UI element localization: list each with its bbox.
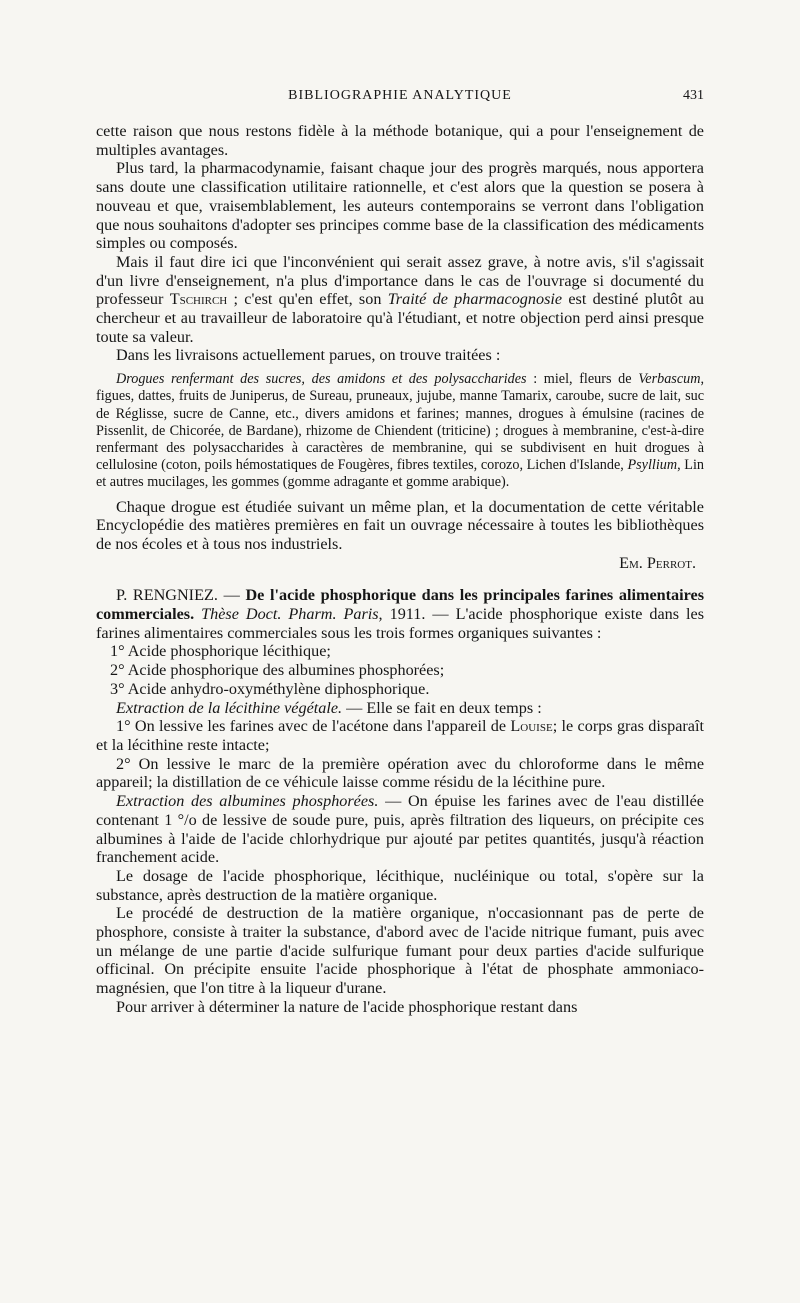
- page-header: [96, 88, 704, 108]
- paragraph: Le procédé de destruction de la matière organique, n'occasionnant pas de perte de phosphore, consiste à traiter la substance, d'abord avec de l'acide nitrique fumant, puis avec un mélange de une partie d'acide sulfurique fumant pour deux parties d'acide sulfurique officinal. On précipite ensuite l'acide phosphorique à l'état de phosphate ammoniaco-magnésien, que l'on titre à la liqueur d'urane.: [96, 904, 704, 998]
- review-heading: P. RENGNIEZ. — De l'acide phosphorique dans les principales farines alimentaires commerciales. Thèse Doct. Pharm. Paris, 1911. — L'acide phosphorique existe dans les farines alimentaires commerciales sous les trois formes organiques suivantes :: [96, 586, 705, 642]
- page-number: 431: [683, 88, 704, 103]
- review-source: Thèse Doct. Pharm. Paris,: [194, 605, 390, 624]
- list-item: 3° Acide anhydro-oxyméthylène diphosphorique.: [110, 679, 430, 698]
- review-rengniez: [96, 586, 704, 1016]
- paragraph: cette raison que nous restons fidèle à la méthode botanique, qui a pour l'enseignement de multiples avantages.: [96, 122, 704, 159]
- review-year: 1911.: [389, 605, 426, 624]
- paragraph: Dans les livraisons actuellement parues, on trouve traitées :: [116, 346, 501, 365]
- running-title: BIBLIOGRAPHIE ANALYTIQUE: [288, 88, 512, 103]
- paragraph: Le dosage de l'acide phosphorique, lécithique, nucléinique ou total, s'opère sur la substance, après destruction de la matière organique.: [96, 866, 704, 904]
- paragraph: 1° On lessive les farines avec de l'acétone dans l'appareil de Louise; le corps gras disparaît et la lécithine reste intacte;: [96, 717, 704, 754]
- paragraph: Mais il faut dire ici que l'inconvénient qui serait assez grave, à notre avis, s'il s'agissait d'un livre d'enseignement, n'a plus d'importance dans le cas de l'ouvrage si documenté du professeur Tschirch ; c'est qu'en effet, son Traité de pharmacognosie est destiné plutôt au chercheur et au travailleur de laboratoire qu'à l'étudiant, et notre objection perd ainsi presque toute sa valeur.: [96, 252, 705, 346]
- paragraph: Pour arriver à déterminer la nature de l'acide phosphorique restant dans: [116, 997, 578, 1016]
- paragraph: Plus tard, la pharmacodynamie, faisant chaque jour des progrès marqués, nous apportera sans doute une classification utilitaire rationnelle, et c'est alors que la question se posera à nouveau et que, vraisemblablement, les auteurs contemporains se verront dans l'obligation que nous souhaitons d'adopter ses principes comme base de la classification des médicaments simples ou composés.: [96, 159, 704, 253]
- list-item: 1° Acide phosphorique lécithique;: [110, 642, 331, 661]
- author-name: Tschirch: [169, 290, 228, 309]
- paragraph: 2° On lessive le marc de la première opération avec du chloroforme dans le même appareil; la distillation de ce véhicule laisse comme résidu de la lécithine pure.: [96, 754, 704, 792]
- review-title: De l'acide phosphorique dans les principales farines alimentaires commerciales.: [96, 586, 704, 624]
- list-item: 2° Acide phosphorique des albumines phosphorées;: [110, 661, 445, 680]
- review-tschirch: [96, 122, 704, 572]
- forms-list: [96, 642, 704, 698]
- paragraph: Chaque drogue est étudiée suivant un même plan, et la documentation de cette véritable Encyclopédie des matières premières en fait un ouvrage nécessaire à toutes les bibliothèques de nos écoles et à tous nos industriels.: [96, 497, 704, 553]
- review-author: P. RENGNIEZ. —: [116, 586, 246, 605]
- signature: Em. Perrot.: [619, 553, 696, 572]
- paragraph: Extraction des albumines phosphorées. — On épuise les farines avec de l'eau distillée contenant 1 °/o de lessive de soude pure, puis, après filtration des liqueurs, on précipite ces albumines à l'aide de l'acide chlorhydrique pur ajouté par petites quantités, jusqu'à réaction franchement acide.: [96, 792, 704, 867]
- book-title: Traité de pharmacognosie: [387, 290, 563, 309]
- drug-list-paragraph: Drogues renfermant des sucres, des amidons et des polysaccharides : miel, fleurs de Verbascum, figues, dattes, fruits de Juniperus, de Sureau, pruneaux, jujube, manne Tamarix, caroube, sucre de lait, suc de Réglisse, sucre de Canne, etc., divers amidons et farines; mannes, drogues à émulsine (racines de Pissenlit, de Chicorée, de Bardane), rhizome de Chiendent (triticine) ; drogues à membranine, c'est-à-dire renfermant des polysaccharides à caractères de membranine, qui se subdivisent en huit drogues à cellulosine (coton, poils hémostatiques de Fougères, fibres textiles, corozo, Lichen d'Islande, Psyllium, Lin et autres mucilages, les gommes (gomme adragante et gomme arabique).: [96, 371, 705, 491]
- paragraph: Extraction de la lécithine végétale. — Elle se fait en deux temps :: [116, 698, 542, 717]
